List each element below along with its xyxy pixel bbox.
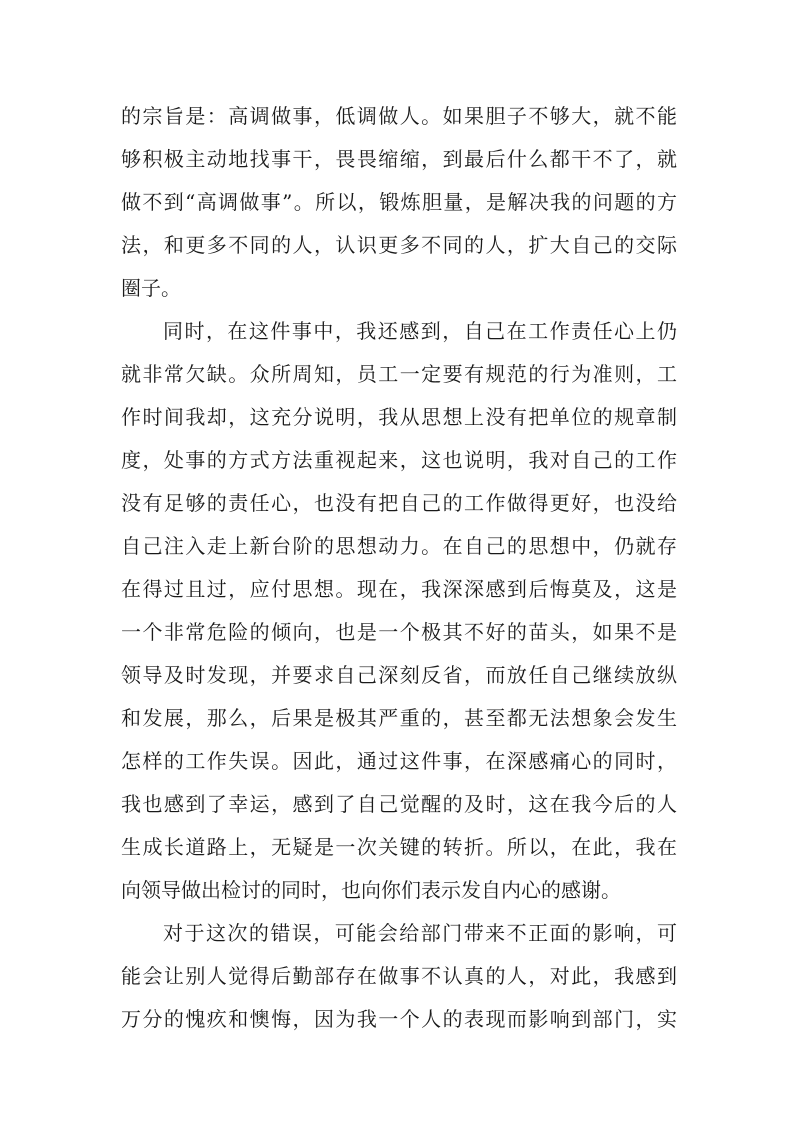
text-line: 向领导做出检讨的同时，也向你们表示发自内心的感谢。 [121, 878, 621, 902]
text-line: 怎样的工作失误。因此，通过这件事，在深感痛心的同时， [121, 749, 677, 773]
text-line: 和发展，那么，后果是极其严重的，甚至都无法想象会发生 [121, 706, 677, 730]
text-line: 生成长道路上，无疑是一次关键的转折。所以，在此，我在 [121, 835, 677, 859]
text-line: 做不到“高调做事”。所以，锻炼胆量，是解决我的问题的方 [121, 190, 677, 214]
text-line: 够积极主动地找事干，畏畏缩缩，到最后什么都干不了，就 [121, 147, 677, 171]
text-line: 万分的愧疚和懊悔，因为我一个人的表现而影响到部门，实 [121, 1007, 677, 1031]
text-line: 圈子。 [121, 276, 181, 300]
text-line: 没有足够的责任心，也没有把自己的工作做得更好，也没给 [121, 491, 677, 515]
text-line: 度，处事的方式方法重视起来，这也说明，我对自己的工作 [121, 448, 677, 472]
paragraph-start-line: 对于这次的错误，可能会给部门带来不正面的影响，可 [163, 921, 677, 945]
text-line: 我也感到了幸运，感到了自己觉醒的及时，这在我今后的人 [121, 792, 677, 816]
paragraph-start-line: 同时，在这件事中，我还感到，自己在工作责任心上仍 [163, 319, 677, 343]
text-line: 能会让别人觉得后勤部存在做事不认真的人，对此，我感到 [121, 964, 677, 988]
text-line: 自己注入走上新台阶的思想动力。在自己的思想中，仍就存 [121, 534, 677, 558]
text-line: 一个非常危险的倾向，也是一个极其不好的苗头，如果不是 [121, 620, 677, 644]
text-line: 领导及时发现，并要求自己深刻反省，而放任自己继续放纵 [121, 663, 677, 687]
text-line: 在得过且过，应付思想。现在，我深深感到后悔莫及，这是 [121, 577, 677, 601]
text-line: 法，和更多不同的人，认识更多不同的人，扩大自己的交际 [121, 233, 677, 257]
text-line: 的宗旨是：高调做事，低调做人。如果胆子不够大，就不能 [121, 104, 677, 128]
text-line: 作时间我却，这充分说明，我从思想上没有把单位的规章制 [121, 405, 677, 429]
text-line: 就非常欠缺。众所周知，员工一定要有规范的行为准则，工 [121, 362, 677, 386]
